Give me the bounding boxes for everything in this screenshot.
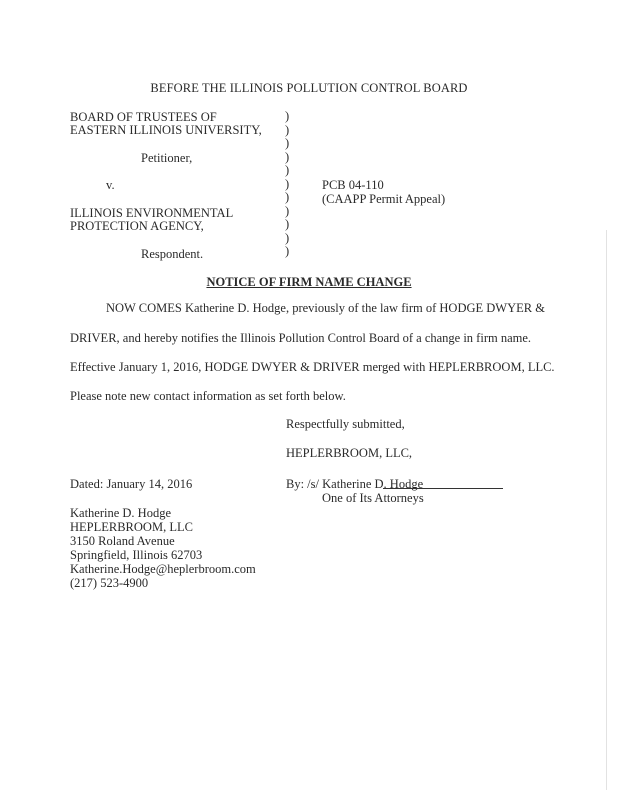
notice-line-1: NOW COMES Katherine D. Hodge, previously of the law firm of HODGE DWYER & (106, 301, 545, 315)
paren: ) (285, 217, 290, 231)
petitioner-name-line2: EASTERN ILLINOIS UNIVERSITY, (70, 123, 262, 137)
respondent-role: Respondent. (141, 247, 204, 261)
case-type: (CAAPP Permit Appeal) (322, 192, 446, 206)
contact-address-line2: Springfield, Illinois 62703 (70, 548, 203, 562)
paren: ) (285, 122, 290, 137)
paren: ) (285, 176, 290, 191)
versus-label: v. (106, 178, 115, 192)
caption-parentheses (285, 110, 297, 259)
notice-line-4: Please note new contact information as set forth below. (70, 389, 346, 403)
contact-name: Katherine D. Hodge (70, 506, 172, 520)
signature-underline (383, 488, 503, 489)
paren: ) (285, 109, 290, 123)
contact-firm: HEPLERBROOM, LLC (70, 520, 193, 534)
closing-firm-name: HEPLERBROOM, LLC, (286, 446, 413, 460)
paren: ) (285, 163, 290, 177)
contact-phone: (217) 523-4900 (70, 576, 149, 590)
paren: ) (285, 136, 290, 150)
respondent-name-line1: ILLINOIS ENVIRONMENTAL (70, 206, 234, 220)
paren: ) (285, 203, 290, 218)
respectfully-submitted: Respectfully submitted, (286, 417, 405, 431)
notice-title: NOTICE OF FIRM NAME CHANGE (206, 275, 412, 289)
notice-line-3: Effective January 1, 2016, HODGE DWYER & DRIVER merged with HEPLERBROOM, LLC. (70, 360, 555, 374)
notice-line-2: DRIVER, and hereby notifies the Illinois Pollution Control Board of a change in firm name. (70, 331, 532, 345)
contact-email: Katherine.Hodge@heplerbroom.com (70, 562, 256, 576)
petitioner-name-line1: BOARD OF TRUSTEES OF (70, 110, 217, 124)
paren: ) (285, 149, 290, 164)
paren: ) (285, 190, 290, 204)
petitioner-role: Petitioner, (141, 151, 193, 165)
board-heading: BEFORE THE ILLINOIS POLLUTION CONTROL BOARD (150, 81, 468, 95)
paren: ) (285, 244, 290, 258)
respondent-name-line2: PROTECTION AGENCY, (70, 219, 204, 233)
scan-edge-line (606, 230, 607, 790)
dated-line: Dated: January 14, 2016 (70, 477, 193, 491)
paren: ) (285, 230, 290, 245)
contact-address-line1: 3150 Roland Avenue (70, 534, 175, 548)
signer-role: One of Its Attorneys (322, 491, 424, 505)
signature-by-line: By: /s/ Katherine D. Hodge (286, 477, 424, 491)
case-number: PCB 04-110 (322, 178, 384, 192)
